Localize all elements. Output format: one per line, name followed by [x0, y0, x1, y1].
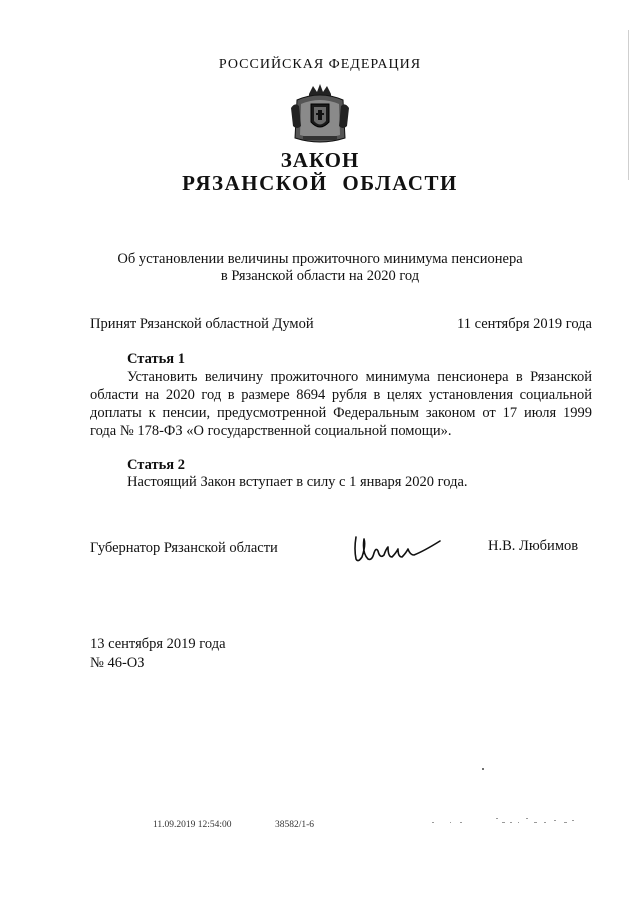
region-title: РЯЗАНСКОЙ ОБЛАСТИ — [182, 171, 458, 195]
ryazan-coat-of-arms-icon — [289, 80, 351, 146]
law-subject — [0, 251, 640, 285]
country-name: РОССИЙСКАЯ ФЕДЕРАЦИЯ — [218, 57, 422, 72]
article-2-title: Статья 2 — [127, 457, 185, 473]
footer-timestamp: 11.09.2019 12:54:00 — [153, 820, 232, 830]
footer-document-code: 38582/1-6 — [275, 820, 315, 830]
scan-noise — [430, 810, 580, 840]
document-type-title: ЗАКОН — [280, 148, 360, 172]
adoption-date: 11 сентября 2019 года — [457, 316, 592, 332]
article-1-title: Статья 1 — [127, 351, 185, 367]
law-subject-line1: Об установлении величины прожиточного минимума пенсионера — [117, 251, 523, 267]
article-2-text: Настоящий Закон вступает в силу с 1 января 2020 года. — [127, 474, 468, 490]
law-number: № 46-ОЗ — [90, 655, 145, 671]
adoption-label: Принят Рязанской областной Думой — [90, 316, 314, 332]
signatory-name: Н.В. Любимов — [488, 538, 579, 554]
signing-date: 13 сентября 2019 года — [90, 636, 226, 652]
law-subject-line2: в Рязанской области на 2020 год — [220, 268, 420, 284]
scan-speck — [482, 768, 484, 770]
signatory-position: Губернатор Рязанской области — [90, 540, 278, 556]
article-1-text: Установить величину прожиточного минимума пенсионера в Рязанской области на 2020 год в размере 8694 рубля в целях установления социальной доплаты к пенсии, предусмотренной Федеральным законом от 17 июля 1999 года № 178-ФЗ «О государственной социальной помощи». — [90, 369, 592, 439]
handwritten-signature — [350, 527, 446, 567]
